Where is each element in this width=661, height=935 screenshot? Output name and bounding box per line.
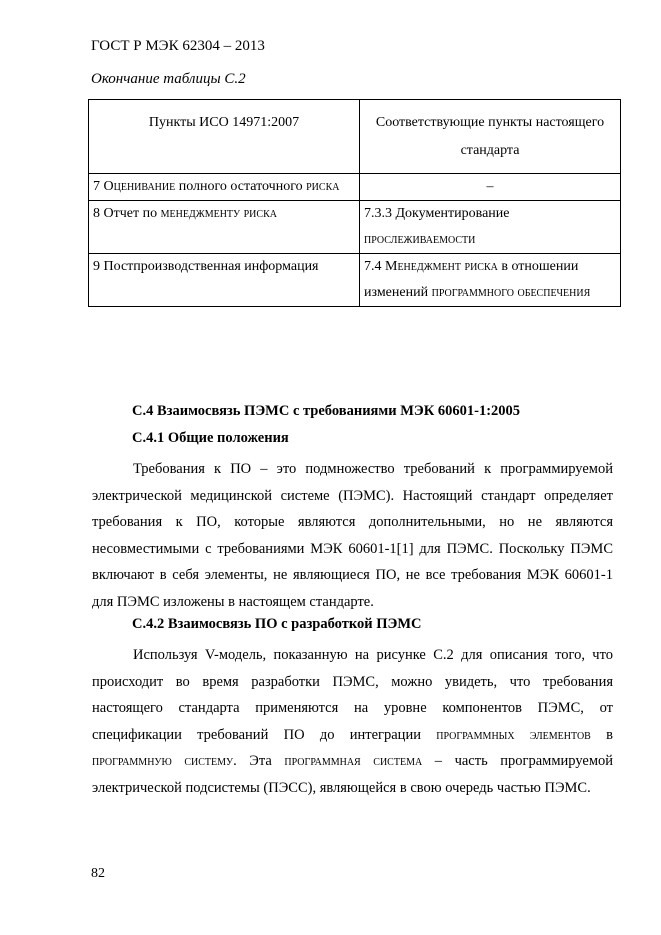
paragraph-text: . Эта <box>233 753 285 770</box>
paragraph <box>92 642 613 802</box>
table-row <box>89 201 621 254</box>
cell-text: в отношении изменений <box>364 259 579 300</box>
mapping-table <box>88 99 621 307</box>
document-header: ГОСТ Р МЭК 62304 – 2013 <box>91 38 265 54</box>
section-heading: С.4 Взаимосвязь ПЭМС с требованиями МЭК 60601-1:2005 <box>132 403 521 419</box>
page-number: 82 <box>91 866 105 881</box>
paragraph-text: программную систему <box>92 753 234 770</box>
cell-text: риска <box>306 179 340 194</box>
table-caption: Окончание таблицы С.2 <box>91 71 246 87</box>
cell-text: 7 О <box>93 179 114 194</box>
subsection-heading: С.4.2 Взаимосвязь ПО с разработкой ПЭМС <box>132 616 422 632</box>
table-header-iso: Пункты ИСО 14971:2007 <box>89 100 360 174</box>
cell-text: прослеживаемости <box>364 232 476 247</box>
table-cell <box>89 174 360 201</box>
paragraph-text: программная система <box>284 753 423 770</box>
cell-text: ценивание <box>113 179 176 194</box>
table-cell: 9 Постпроизводственная информация <box>89 254 360 307</box>
cell-text: 7.3.3 Документирование <box>364 206 510 221</box>
paragraph-text: программных элементов <box>436 726 591 743</box>
paragraph-text: Используя V-модель, показанную на рисунке С.2 для описания того, что происходит во время разработки ПЭМС, можно увидеть, что требования настоящего стандарта применяются на уровне компонентов ПЭМС, от спецификации требований ПО до интеграции <box>92 647 613 743</box>
table-cell <box>360 201 621 254</box>
cell-text: полного остаточного <box>175 179 307 194</box>
table-cell <box>89 201 360 254</box>
paragraph-text: в <box>590 726 613 743</box>
cell-text: менеджменту риска <box>160 206 277 221</box>
cell-text: 8 Отчет по <box>93 206 161 221</box>
table-row <box>89 174 621 201</box>
cell-text: 7.4 М <box>364 259 398 274</box>
subsection-heading: С.4.1 Общие положения <box>132 430 289 446</box>
table-header-row <box>89 100 621 174</box>
paragraph: Требования к ПО – это подмножество требований к программируемой электрической медицинской системе (ПЭМС). Настоящий стандарт определяет требования к ПО, которые являются дополнительными, но не являются несовместимыми с требованиями МЭК 60601-1[1] для ПЭМС. Поскольку ПЭМС включают в себя элементы, не являющиеся ПО, не все требования МЭК 60601-1 для ПЭМС изложены в настоящем стандарте. <box>92 461 613 610</box>
paragraph-text: – часть программируемой электрической подсистемы (ПЭСС), являющейся в свою очередь частью ПЭМС. <box>92 753 614 796</box>
table-cell: – <box>360 174 621 201</box>
table-header-standard: Соответствующие пункты настоящего стандарта <box>360 100 621 174</box>
table-cell <box>360 254 621 307</box>
table-row <box>89 254 621 307</box>
cell-text: программного обеспечения <box>431 285 591 300</box>
cell-text: енеджмент риска <box>397 259 498 274</box>
